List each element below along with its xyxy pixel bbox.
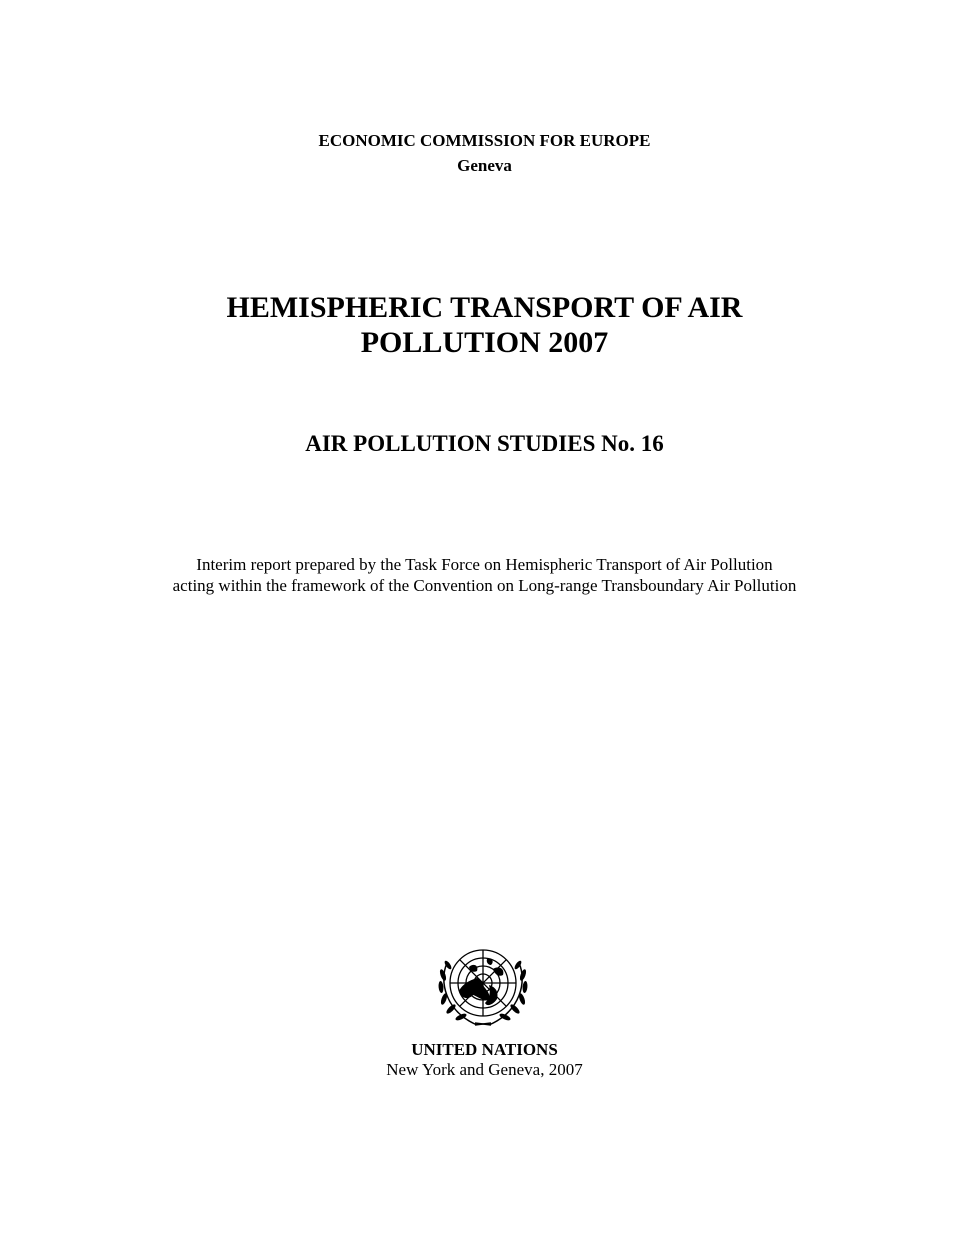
report-description-line-2: acting within the framework of the Convention on Long-range Transboundary Air Pollution xyxy=(172,576,797,595)
document-title-line-2: POLLUTION 2007 xyxy=(360,326,609,359)
document-title-line-1: HEMISPHERIC TRANSPORT OF AIR xyxy=(226,291,743,324)
document-title xyxy=(0,290,969,360)
publisher-name: UNITED NATIONS xyxy=(411,1040,558,1059)
report-description-line-1: Interim report prepared by the Task Force on Hemispheric Transport of Air Pollution xyxy=(196,555,773,574)
united-nations-emblem-icon xyxy=(433,945,533,1031)
report-description xyxy=(0,554,969,596)
organization-city: Geneva xyxy=(457,156,512,175)
organization-name: ECONOMIC COMMISSION FOR EUROPE xyxy=(318,131,651,150)
publication-place-year: New York and Geneva, 2007 xyxy=(386,1060,583,1079)
series-title: AIR POLLUTION STUDIES No. 16 xyxy=(305,431,664,456)
